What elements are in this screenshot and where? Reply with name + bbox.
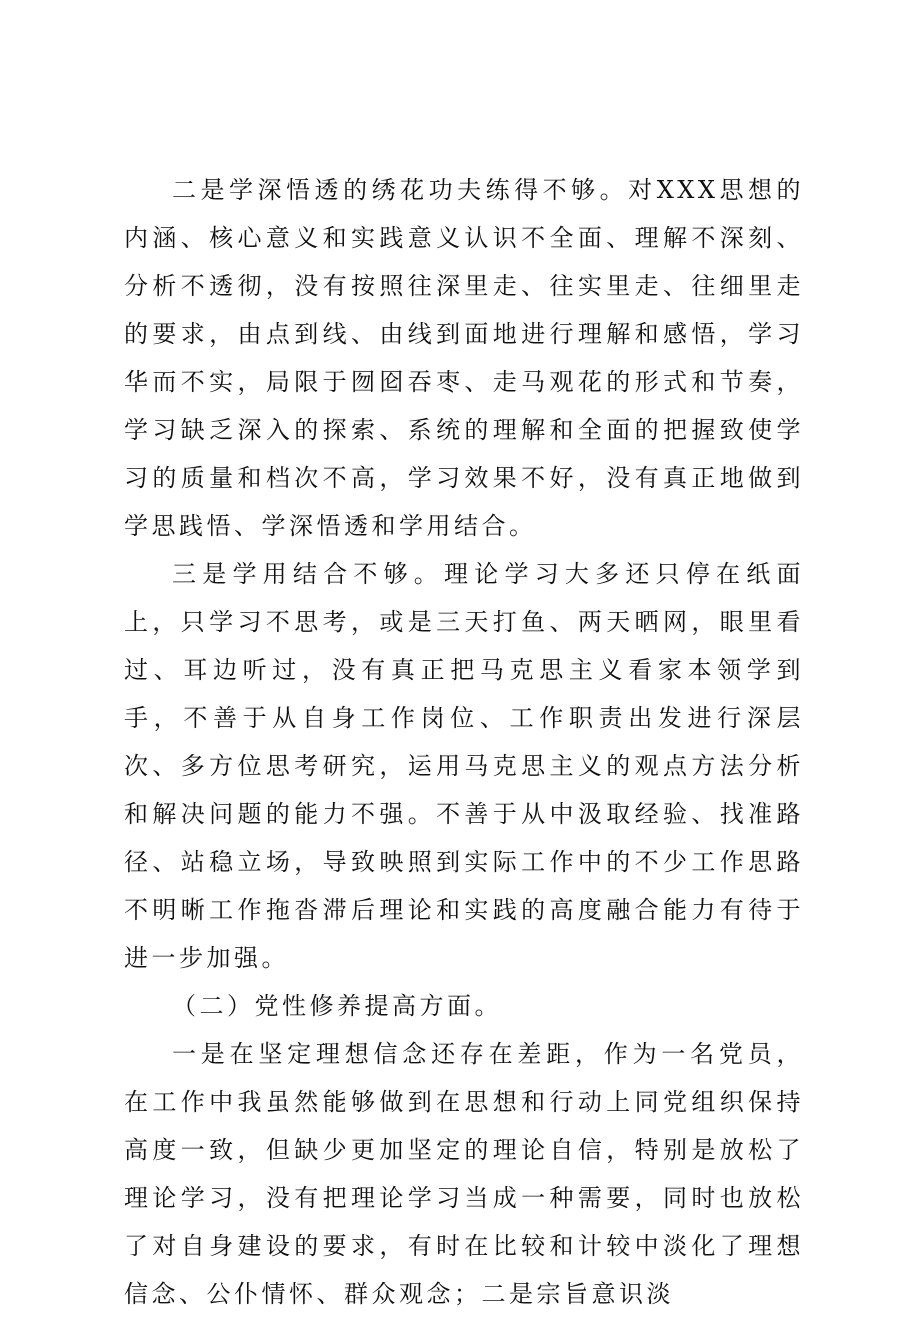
paragraph-study-application: 三是学用结合不够。理论学习大多还只停在纸面上，只学习不思考，或是三天打鱼、两天晒网，眼里看过、耳边听过，没有真正把马克思主义看家本领学到手，不善于从自身工作岗位、工作职责出发进行深层次、多方位思考研究，运用马克思主义的观点方法分析和解决问题的能力不强。不善于从中汲取经验、找准路径、站稳立场，导致映照到实际工作中的不少工作思路不明晰工作拖沓滞后理论和实践的高度融合能力有待于进一步加强。: [124, 560, 804, 972]
document-body: [124, 166, 804, 1318]
section-heading-party-spirit: （二）党性修养提高方面。: [172, 992, 502, 1020]
paragraph-ideals-beliefs: 一是在坚定理想信念还存在差距，作为一名党员，在工作中我虽然能够做到在思想和行动上同党组织保持高度一致，但缺少更加坚定的理论自信，特别是放松了理论学习，没有把理论学习当成一种需要，同时也放松了对自身建设的要求，有时在比较和计较中淡化了理想信念、公仆情怀、群众观念；二是宗旨意识淡: [124, 1040, 804, 1308]
paragraph-study-depth: 二是学深悟透的绣花功夫练得不够。对XXX思想的内涵、核心意义和实践意义认识不全面、理解不深刻、分析不透彻，没有按照往深里走、往实里走、往细里走的要求，由点到线、由线到面地进行理解和感悟，学习华而不实，局限于囫囵吞枣、走马观花的形式和节奏，学习缺乏深入的探索、系统的理解和全面的把握致使学习的质量和档次不高，学习效果不好，没有真正地做到学思践悟、学深悟透和学用结合。: [124, 176, 804, 540]
